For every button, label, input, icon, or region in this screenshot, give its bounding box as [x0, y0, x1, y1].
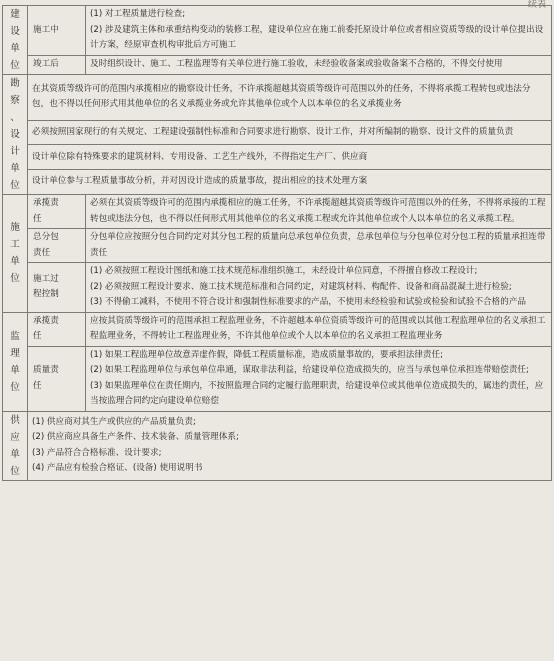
party-char: 设 [10, 26, 20, 37]
party-char: 位 [10, 465, 20, 477]
content-line: 必须按照国家现行的有关规定、工程建设强制性标准和合同要求进行勘察、设计工作，并对所编制的勘察、设计文件的质量负责 [32, 126, 514, 137]
party-design [3, 75, 28, 195]
sub-label-part: 承揽责 [33, 198, 59, 208]
supplier-content [28, 411, 552, 480]
supplier-row [3, 411, 552, 480]
supervision-content [86, 346, 552, 411]
construction-row [3, 56, 552, 75]
design-content [28, 75, 552, 121]
supervision-row [3, 346, 552, 411]
content-line: (2) 如果工程监理单位与承包单位串通，谋取非法利益，给建设单位造成损失的，应当与承包单位承担连带赔偿责任; [90, 365, 529, 375]
party-char: 建 [10, 9, 20, 20]
sub-label-part: 质量责 [33, 365, 59, 375]
party-char: 理 [10, 347, 20, 359]
content-line: (1) 如果工程监理单位故意弄虚作假，降低工程质量标准，造成质量事故的，要承担法律责任; [90, 349, 443, 360]
content-line: (2) 供应商应具备生产条件、技术装备、质量管理体系; [32, 432, 239, 442]
party-char: 单 [10, 448, 20, 460]
design-content [28, 145, 552, 170]
supervision-content [86, 312, 552, 346]
design-row [3, 75, 552, 121]
construction-row [3, 6, 552, 56]
contractor-content [86, 229, 552, 263]
contractor-row [3, 229, 552, 263]
sub-label-part: 程控制 [33, 289, 59, 300]
content-line: (3) 不得偷工减料，不使用不符合设计和强制性标准要求的产品，不使用未经检验和试验或检验和试验不合格的产品 [90, 297, 527, 307]
sub-label-part: 承揽责 [33, 315, 59, 326]
content-line: (1) 对工程质量进行检查; [90, 9, 186, 20]
party-char: 设 [10, 129, 20, 140]
party-char: 单 [10, 43, 20, 54]
party-supplier [3, 411, 28, 480]
party-char: 勘 [10, 78, 20, 89]
content-line: (3) 如果监理单位在责任期内，不按照监理合同约定履行监理职责，给建设单位或其他单位造成损失的，属违约责任，应当按监理合同约定向建设单位赔偿 [90, 380, 544, 406]
party-construction [3, 6, 28, 75]
design-row [3, 120, 552, 145]
party-contractor [3, 195, 28, 313]
party-supervision [3, 312, 28, 411]
content-line: (2) 必须按照工程设计要求、施工技术规范标准和合同约定，对建筑材料、构配件、设备和商品混凝土进行检验; [90, 281, 512, 292]
content-line: (3) 产品符合合格标准、设计要求; [32, 447, 162, 458]
construction-content [86, 6, 552, 56]
party-char: 工 [10, 239, 20, 251]
party-char: 单 [10, 256, 20, 268]
supervision-sub-label [28, 346, 86, 411]
party-char: 应 [10, 431, 20, 443]
party-char: 、 [10, 112, 20, 123]
party-char: 单 [10, 163, 20, 174]
content-line: 应按其资质等级许可的范围承担工程监理业务，不许超越本单位资质等级许可的范围或以其他工程监理单位的名义承担工程监理业务，不得转让工程监理业务，不许其他单位或个人以本单位的名义承担工程监理业务 [90, 315, 546, 341]
sub-label-part: 责任 [33, 247, 51, 258]
content-line: (2) 涉及建筑主体和承重结构变动的装修工程，建设单位应在施工前委托原设计单位或者相应资质等级的设计单位提出设计方案，经原审查机构审批后方可施工 [90, 24, 544, 51]
design-content [28, 120, 552, 145]
contractor-row [3, 263, 552, 313]
sub-label-part: 总分包 [33, 232, 59, 242]
party-char: 监 [10, 330, 20, 342]
contractor-content [86, 195, 552, 229]
content-line: 及时组织设计、施工、工程监理等有关单位进行施工验收，未经验收备案或验收备案不合格的，不得交付使用 [90, 59, 503, 70]
continued-label: 续表 [527, 0, 546, 10]
party-char: 察 [10, 95, 20, 106]
design-row [3, 145, 552, 170]
content-line: (1) 供应商对其生产或供应的产品质量负责; [32, 416, 196, 427]
content-line: 设计单位除有特殊要求的建筑材料、专用设备、工艺生产线外，不得指定生产厂、供应商 [32, 151, 368, 162]
party-char: 位 [10, 60, 20, 71]
content-line: 分包单位应按照分包合同约定对其分包工程的质量向总承包单位负责，总承包单位与分包单位对分包工程的质量承担连带责任 [90, 232, 546, 258]
sub-label-part: 任 [33, 380, 42, 391]
content-line: 在其资质等级许可的范围内承揽相应的勘察设计任务，不许承揽超越其资质等级许可范围以外的任务，不得将承揽工程转包或违法分包，也不得以任何形式用其他单位的名义承揽业务或允许其他单位或个人以本单位的名义承揽业务 [32, 83, 531, 110]
party-char: 位 [10, 273, 20, 285]
phase-label: 竣工后 [28, 56, 86, 75]
design-row [3, 170, 552, 195]
sub-label-part: 施工过 [33, 273, 59, 284]
supervision-sub-label [28, 312, 86, 346]
contractor-sub-label [28, 263, 86, 313]
responsibility-table [2, 5, 552, 481]
party-char: 供 [10, 414, 20, 426]
sub-label-part: 任 [33, 331, 42, 341]
party-char: 位 [10, 180, 20, 191]
party-char: 施 [10, 222, 20, 234]
party-char: 计 [10, 146, 20, 157]
phase-label: 施工中 [28, 6, 86, 56]
party-char: 位 [10, 381, 20, 393]
content-line: (4) 产品应有检验合格证、(设备) 使用说明书 [32, 463, 203, 473]
contractor-row [3, 195, 552, 229]
design-content [28, 170, 552, 195]
contractor-sub-label [28, 195, 86, 229]
sub-label-part: 任 [33, 213, 42, 224]
party-char: 单 [10, 364, 20, 376]
content-line: 设计单位参与工程质量事故分析，并对因设计造成的质量事故，提出相应的技术处理方案 [32, 176, 368, 187]
contractor-sub-label [28, 229, 86, 263]
contractor-content [86, 263, 552, 313]
content-line: (1) 必须按照工程设计图纸和施工技术规范标准组织施工，未经设计单位同意，不得擅自修改工程设计; [90, 266, 478, 276]
construction-content [86, 56, 552, 75]
content-line: 必须在其资质等级许可的范围内承揽相应的施工任务，不许承揽超越其资质等级许可范围以外的任务，不得将承接的工程转包或违法分包，也不得以任何形式用其他单位的名义承揽工程或允许其他单位或个人以本单位的名义承揽工程。 [90, 198, 546, 224]
supervision-row [3, 312, 552, 346]
